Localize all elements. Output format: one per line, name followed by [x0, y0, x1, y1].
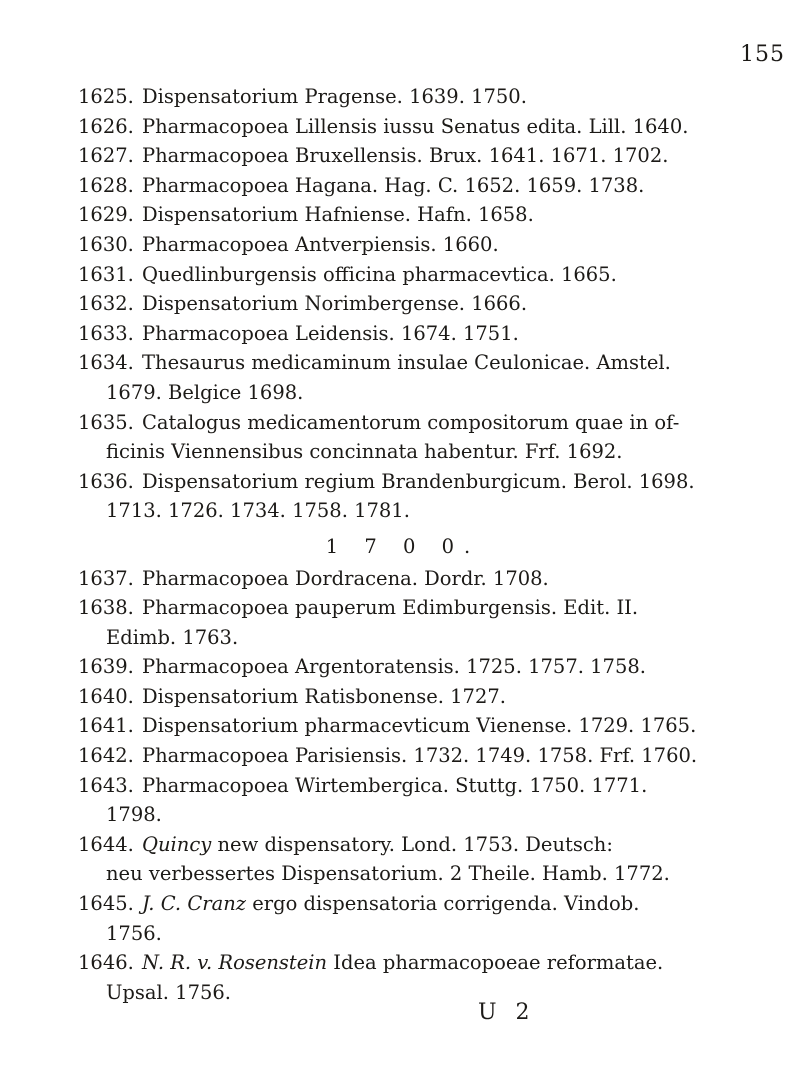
entry-continuation: 1713. 1726. 1734. 1758. 1781.	[106, 499, 410, 523]
entry-text	[142, 741, 697, 771]
entry-title: ergo dispensatoria corrigenda. Vindob.	[246, 892, 640, 916]
entry-author: Quincy	[142, 832, 212, 856]
entry-title: Pharmacopoea Hagana. Hag. C. 1652. 1659. 1738.	[142, 173, 645, 197]
entry-title: Pharmacopoea Antverpiensis. 1660.	[142, 232, 499, 256]
entry-title: Pharmacopoea Argentoratensis. 1725. 1757. 1758.	[142, 655, 646, 679]
entry-text	[142, 82, 527, 112]
entry-text	[142, 230, 499, 260]
entry-text	[142, 652, 646, 682]
bibliography-entry	[78, 319, 768, 349]
entry-number: 1629.	[78, 203, 134, 227]
entry-number: 1638.	[78, 596, 134, 620]
entry-continuation: ficinis Viennensibus concinnata habentur. Frf. 1692.	[106, 440, 623, 464]
section-heading-1700: 1 7 0 0.	[325, 534, 481, 558]
entry-text	[142, 467, 695, 497]
entry-text	[142, 593, 638, 623]
entry-text	[142, 711, 696, 741]
entry-title: Pharmacopoea Lillensis iussu Senatus edita. Lill. 1640.	[142, 114, 689, 138]
entry-title: Pharmacopoea Wirtembergica. Stuttg. 1750. 1771.	[142, 773, 648, 797]
entry-text	[142, 171, 644, 201]
bibliography-entry	[78, 289, 768, 319]
entry-text	[142, 260, 617, 290]
entry-title: Quedlinburgensis officina pharmacevtica. 1665.	[142, 262, 617, 286]
entry-text	[142, 348, 671, 378]
entry-number: 1643.	[78, 773, 134, 797]
entry-text	[142, 682, 506, 712]
entry-text	[142, 948, 663, 978]
entry-number: 1636.	[78, 469, 134, 493]
entry-text	[142, 830, 613, 860]
entries-after-1700	[78, 564, 768, 1008]
bibliography-entry	[78, 593, 768, 623]
signature-mark: U 2	[478, 1000, 536, 1025]
bibliography-entry	[78, 889, 768, 919]
bibliography-entry	[78, 200, 768, 230]
entry-number: 1642.	[78, 744, 134, 768]
entry-number: 1645.	[78, 892, 134, 916]
entry-title: Dispensatorium Pragense. 1639. 1750.	[142, 85, 527, 108]
entry-title: Pharmacopoea Parisiensis. 1732. 1749. 1758. Frf. 1760.	[142, 744, 698, 768]
entry-title: Dispensatorium Norimbergense. 1666.	[142, 292, 528, 316]
entry-title: Dispensatorium regium Brandenburgicum. Berol. 1698.	[142, 469, 695, 493]
entry-number: 1639.	[78, 655, 134, 679]
entry-text	[142, 289, 527, 319]
bibliography-entry	[78, 682, 768, 712]
entry-number: 1628.	[78, 173, 134, 197]
bibliography-entry	[78, 82, 768, 112]
bibliography-entry	[78, 652, 768, 682]
entry-title: new dispensatory. Lond. 1753. Deutsch:	[211, 832, 613, 856]
bibliography-entry	[78, 348, 768, 378]
entry-text	[142, 319, 519, 349]
entry-number: 1632.	[78, 292, 134, 316]
entry-title: Idea pharmacopoeae reformatae.	[327, 951, 664, 975]
entry-title: Dispensatorium Hafniense. Hafn. 1658.	[142, 203, 534, 227]
entry-title: Pharmacopoea Leidensis. 1674. 1751.	[142, 321, 519, 345]
entry-title: Pharmacopoea Dordracena. Dordr. 1708.	[142, 566, 549, 590]
bibliography-entry	[78, 408, 768, 438]
entry-text	[142, 112, 688, 142]
bibliography-entry	[78, 171, 768, 201]
entry-title: Pharmacopoea pauperum Edimburgensis. Edit. II.	[142, 596, 639, 620]
entry-number: 1634.	[78, 351, 134, 375]
entries-before-1700	[78, 82, 768, 526]
entry-continuation: 1798.	[106, 803, 162, 827]
entry-author: N. R. v. Rosenstein	[142, 951, 328, 975]
bibliography-entry	[78, 830, 768, 860]
entry-number: 1637.	[78, 566, 134, 590]
entry-number: 1641.	[78, 714, 134, 738]
entry-title: Pharmacopoea Bruxellensis. Brux. 1641. 1671. 1702.	[142, 144, 669, 168]
bibliography-entry	[78, 112, 768, 142]
entry-number: 1644.	[78, 832, 134, 856]
entry-text	[142, 200, 534, 230]
bibliography-entry	[78, 741, 768, 771]
entry-text	[142, 564, 549, 594]
page-number: 155	[740, 42, 785, 67]
entry-number: 1631.	[78, 262, 134, 286]
bibliography-entry	[78, 467, 768, 497]
bibliography-entry	[78, 141, 768, 171]
entry-continuation: neu verbessertes Dispensatorium. 2 Theile. Hamb. 1772.	[106, 862, 670, 886]
entry-author: J. C. Cranz	[142, 892, 247, 916]
entry-title: Catalogus medicamentorum compositorum quae in of-	[142, 410, 680, 434]
entry-number: 1626.	[78, 114, 134, 138]
entry-continuation: 1679. Belgice 1698.	[106, 380, 304, 404]
entry-number: 1630.	[78, 232, 134, 256]
bibliography-entry	[78, 230, 768, 260]
entry-title: Dispensatorium pharmacevticum Vienense. 1729. 1765.	[142, 714, 697, 738]
entry-text	[142, 408, 679, 438]
bibliography-list	[78, 82, 768, 1007]
bibliography-entry	[78, 771, 768, 801]
entry-number: 1633.	[78, 321, 134, 345]
bibliography-entry	[78, 260, 768, 290]
entry-text	[142, 141, 668, 171]
bibliography-entry	[78, 948, 768, 978]
entry-text	[142, 771, 647, 801]
entry-continuation: Upsal. 1756.	[106, 980, 232, 1004]
entry-title: Thesaurus medicaminum insulae Ceulonicae. Amstel.	[142, 351, 671, 375]
entry-continuation: Edimb. 1763.	[106, 625, 239, 649]
bibliography-entry	[78, 711, 768, 741]
entry-continuation: 1756.	[106, 921, 162, 945]
entry-title: Dispensatorium Ratisbonense. 1727.	[142, 684, 506, 708]
entry-number: 1646.	[78, 951, 134, 975]
entry-number: 1625.	[78, 85, 134, 108]
entry-number: 1627.	[78, 144, 134, 168]
bibliography-entry	[78, 564, 768, 594]
entry-number: 1640.	[78, 684, 134, 708]
entry-text	[142, 889, 639, 919]
entry-number: 1635.	[78, 410, 134, 434]
